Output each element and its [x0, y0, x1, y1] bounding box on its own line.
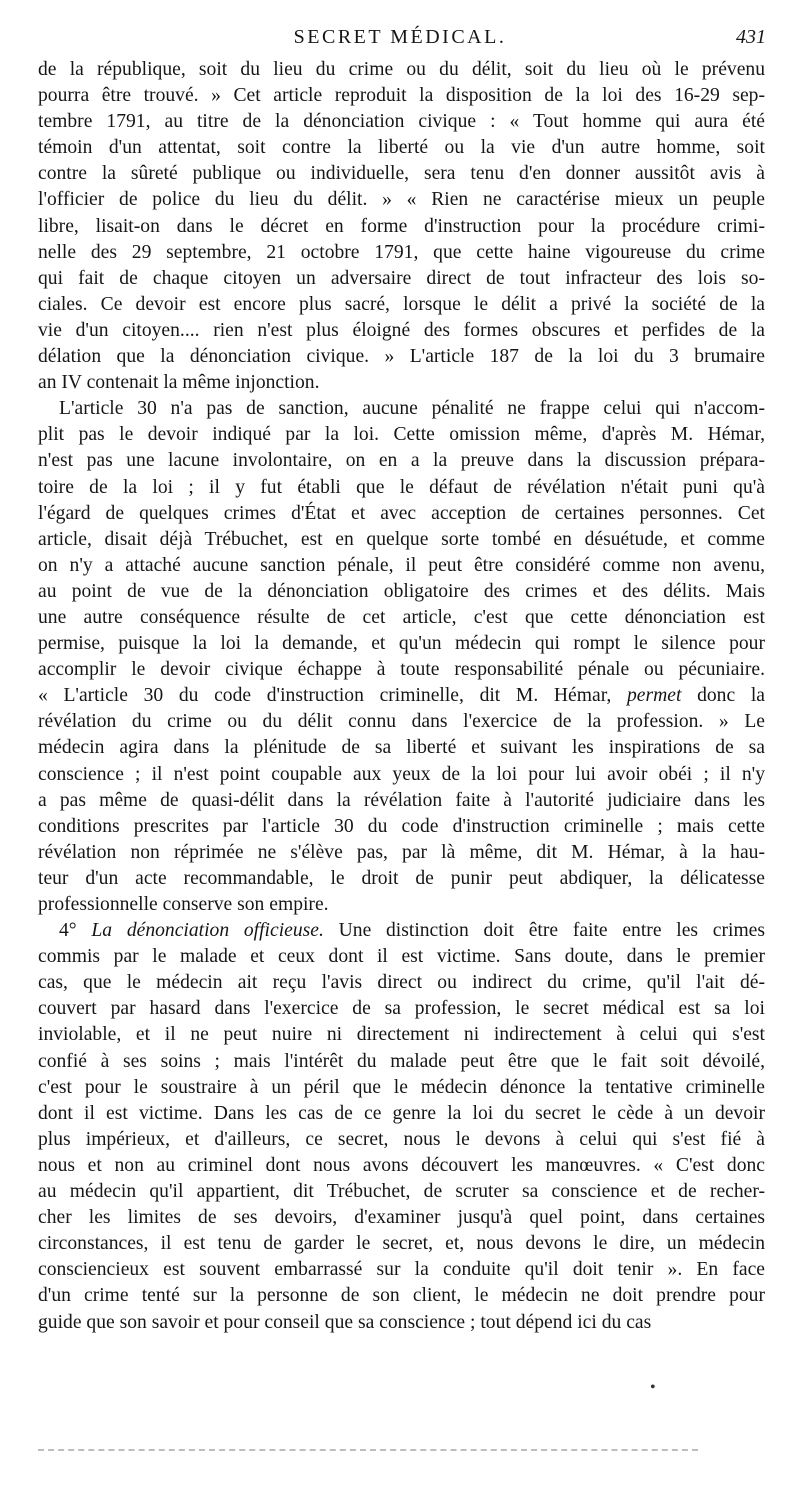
text-line: ciales. Ce devoir est encore plus sacré, lorsque le délit a privé la société de la — [38, 293, 765, 315]
text-line: conscience ; il n'est point coupable aux yeux de la loi pour lui avoir obéi ; il n'y — [38, 763, 765, 785]
paragraph — [38, 396, 765, 918]
text-line: guide que son savoir et pour conseil que sa conscience ; tout dépend ici du cas — [38, 1311, 652, 1333]
text-line: au point de vue de la dénonciation obligatoire des crimes et des délits. Mais — [38, 580, 765, 602]
page-number: 431 — [736, 26, 766, 48]
text-line: inviolable, et il ne peut nuire ni directement ni indirectement à celui qui s'est — [38, 1024, 765, 1046]
text-line: cas, que le médecin ait reçu l'avis direct ou indirect du crime, qu'il l'ait dé- — [38, 972, 765, 994]
text-line: vie d'un citoyen.... rien n'est plus éloigné des formes obscures et perfides de la — [38, 319, 765, 341]
text-line: conditions prescrites par l'article 30 du code d'instruction criminelle ; mais cette — [38, 815, 765, 837]
running-header — [0, 26, 800, 50]
text-line: commis par le malade et ceux dont il est victime. Sans doute, dans le premier — [38, 946, 765, 968]
text-line: délation que la dénonciation civique. » L'article 187 de la loi du 3 brumaire — [38, 346, 765, 368]
text-line: an IV contenait la même injonction. — [38, 372, 320, 394]
text-line: cher les limites de ses devoirs, d'examiner jusqu'à quel point, dans certaines — [38, 1207, 765, 1229]
text-line: on n'y a attaché aucune sanction pénale, il peut être considéré comme non avenu, — [38, 554, 765, 576]
text-line: nelle des 29 septembre, 21 octobre 1791, que cette haine vigoureuse du crime — [38, 241, 765, 263]
printer-mark: • — [650, 1379, 656, 1396]
text-line: une autre conséquence résulte de cet article, c'est que cette dénonciation est — [38, 606, 765, 628]
paragraph — [38, 57, 765, 396]
text-line: l'égard de quelques crimes d'État et avec acception de certaines personnes. Cet — [38, 502, 765, 524]
text-line: qui fait de chaque citoyen un adversaire direct de tout infracteur des lois so- — [38, 267, 765, 289]
body-text — [38, 57, 765, 1336]
text-line: accomplir le devoir civique échappe à toute responsabilité pénale ou pécuniaire. — [38, 659, 765, 681]
text-line: teur d'un acte recommandable, le droit de punir peut abdiquer, la délicatesse — [38, 867, 765, 889]
text-line: médecin agira dans la plénitude de sa liberté et suivant les inspirations de sa — [38, 737, 765, 759]
text-line: l'officier de police du lieu du délit. » « Rien ne caractérise mieux un peuple — [38, 189, 765, 211]
text-line: nous et non au criminel dont nous avons découvert les manœuvres. « C'est donc — [38, 1154, 765, 1176]
text-line: au médecin qu'il appartient, dit Trébuchet, de scruter sa conscience et de recher- — [38, 1181, 765, 1203]
text-line: de la république, soit du lieu du crime ou du délit, soit du lieu où le prévenu — [38, 59, 765, 80]
text-line: « L'article 30 du code d'instruction criminelle, dit M. Hémar, permet donc la — [38, 685, 765, 707]
text-line: pourra être trouvé. » Cet article reproduit la disposition de la loi des 16-29 sep- — [38, 85, 765, 107]
text-line: couvert par hasard dans l'exercice de sa profession, le secret médical est sa loi — [38, 998, 765, 1020]
text-line: L'article 30 n'a pas de sanction, aucune pénalité ne frappe celui qui n'accom- — [59, 398, 765, 420]
text-line: libre, lisait-on dans le décret en forme d'instruction pour la procédure crimi- — [38, 215, 765, 237]
text-line: circonstances, il est tenu de garder le secret, et, nous devons le dire, un médecin — [38, 1233, 765, 1255]
text-line: professionnelle conserve son empire. — [38, 894, 329, 915]
text-line: plus impérieux, et d'ailleurs, ce secret, nous le devons à celui qui s'est fié à — [38, 1128, 765, 1150]
running-title: SECRET MÉDICAL. — [293, 26, 507, 48]
text-line: confié à ses soins ; mais l'intérêt du malade peut être que le fait soit dévoilé, — [38, 1050, 765, 1072]
paragraph — [38, 918, 765, 1336]
text-line: témoin d'un attentat, soit contre la liberté ou la vie d'un autre homme, soit — [38, 137, 765, 159]
italic-text: La dénonciation officieuse. — [91, 920, 324, 942]
italic-text: permet — [627, 685, 682, 707]
text-line: c'est pour le soustraire à un péril que le médecin dénonce la tentative criminelle — [38, 1076, 765, 1098]
text-line: n'est pas une lacune involontaire, on en a la preuve dans la discussion prépara- — [38, 450, 765, 472]
text-line: révélation non réprimée ne s'élève pas, par là même, dit M. Hémar, à la hau- — [38, 841, 765, 863]
page-bottom-artifact — [38, 1449, 698, 1451]
text-line: contre la sûreté publique ou individuelle, sera tenu d'en donner aussitôt avis à — [38, 163, 765, 185]
text-line: révélation du crime ou du délit connu dans l'exercice de la profession. » Le — [38, 711, 765, 733]
text-line: dont il est victime. Dans les cas de ce genre la loi du secret le cède à un devoir — [38, 1102, 765, 1124]
text-line: permise, puisque la loi la demande, et qu'un médecin qui rompt le silence pour — [38, 633, 765, 655]
text-line: tembre 1791, au titre de la dénonciation civique : « Tout homme qui aura été — [38, 111, 765, 133]
text-line: 4° La dénonciation officieuse. Une distinction doit être faite entre les crimes — [59, 920, 766, 942]
text-line: plit pas le devoir indiqué par la loi. Cette omission même, d'après M. Hémar, — [38, 424, 765, 446]
text-line: article, disait déjà Trébuchet, est en quelque sorte tombé en désuétude, et comme — [38, 528, 765, 550]
text-line: consciencieux est souvent embarrassé sur la conduite qu'il doit tenir ». En face — [38, 1259, 765, 1281]
text-line: a pas même de quasi-délit dans la révélation faite à l'autorité judiciaire dans les — [38, 789, 765, 811]
text-line: toire de la loi ; il y fut établi que le défaut de révélation n'était puni qu'à — [38, 476, 765, 498]
text-line: d'un crime tenté sur la personne de son client, le médecin ne doit prendre pour — [38, 1285, 765, 1307]
